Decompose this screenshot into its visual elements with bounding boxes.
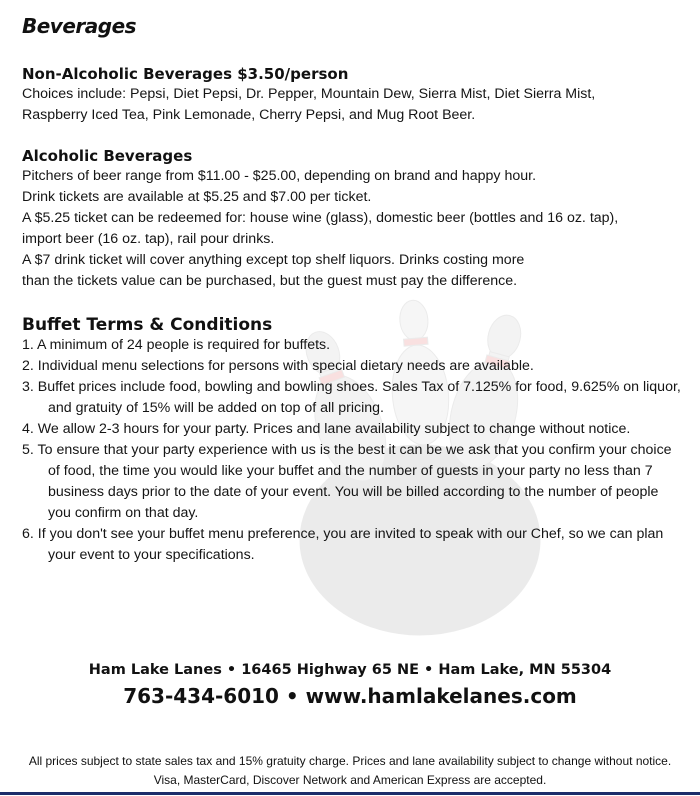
bottom-divider (0, 792, 700, 795)
alcoholic-line: A $7 drink ticket will cover anything except top shelf liquors. Drinks costing more (22, 252, 525, 268)
non-alcoholic-line: Raspberry Iced Tea, Pink Lemonade, Cherry Pepsi, and Mug Root Beer. (22, 107, 476, 123)
list-item: 4. We allow 2-3 hours for your party. Prices and lane availability subject to change without notice. (22, 421, 631, 437)
fine-print (0, 752, 700, 790)
list-item: 2. Individual menu selections for persons with special dietary needs are available. (22, 358, 534, 374)
non-alcoholic-line: Choices include: Pepsi, Diet Pepsi, Dr. Pepper, Mountain Dew, Sierra Mist, Diet Sierra Mist, (22, 86, 596, 102)
alcoholic-line: Pitchers of beer range from $11.00 - $25.00, depending on brand and happy hour. (22, 168, 537, 184)
list-item: 1. A minimum of 24 people is required for buffets. (22, 337, 331, 353)
footer-address: Ham Lake Lanes • 16465 Highway 65 NE • Ham Lake, MN 55304 (88, 662, 612, 678)
non-alcoholic-section (22, 64, 682, 126)
alcoholic-line: A $5.25 ticket can be redeemed for: house wine (glass), domestic beer (bottles and 16 oz. tap), (22, 210, 619, 226)
footer-contact: 763-434-6010 • www.hamlakelanes.com (123, 684, 577, 708)
list-item: 3. Buffet prices include food, bowling and bowling shoes. Sales Tax of 7.125% for food, 9.625% on liquor, and gratuity of 15% will be added on top of all pricing. (22, 379, 681, 416)
page-title: Beverages (22, 14, 137, 38)
alcoholic-section (22, 146, 682, 292)
list-item: 6. If you don't see your buffet menu preference, you are invited to speak with our Chef, so we can plan your event to your specifications. (22, 526, 664, 563)
buffet-terms-section (22, 315, 682, 566)
alcoholic-line: Drink tickets are available at $5.25 and $7.00 per ticket. (22, 189, 372, 205)
buffet-terms-heading: Buffet Terms & Conditions (22, 315, 273, 335)
fine-print-line: All prices subject to state sales tax and 15% gratuity charge. Prices and lane availability subject to change without notice. (28, 754, 672, 768)
non-alcoholic-heading: Non-Alcoholic Beverages $3.50/person (22, 65, 349, 83)
fine-print-line: Visa, MasterCard, Discover Network and American Express are accepted. (153, 773, 547, 787)
alcoholic-line: import beer (16 oz. tap), rail pour drinks. (22, 231, 275, 247)
alcoholic-line: than the tickets value can be purchased, but the guest must pay the difference. (22, 273, 518, 289)
buffet-terms-list (22, 335, 682, 566)
list-item: 5. To ensure that your party experience with us is the best it can be we ask that you confirm your choice of food, the time you would like your buffet and the number of guests in your party no less than 7 business days prior to the date of your event. You will be billed according to the number of people you confirm on that day. (22, 442, 672, 521)
alcoholic-heading: Alcoholic Beverages (22, 147, 193, 165)
